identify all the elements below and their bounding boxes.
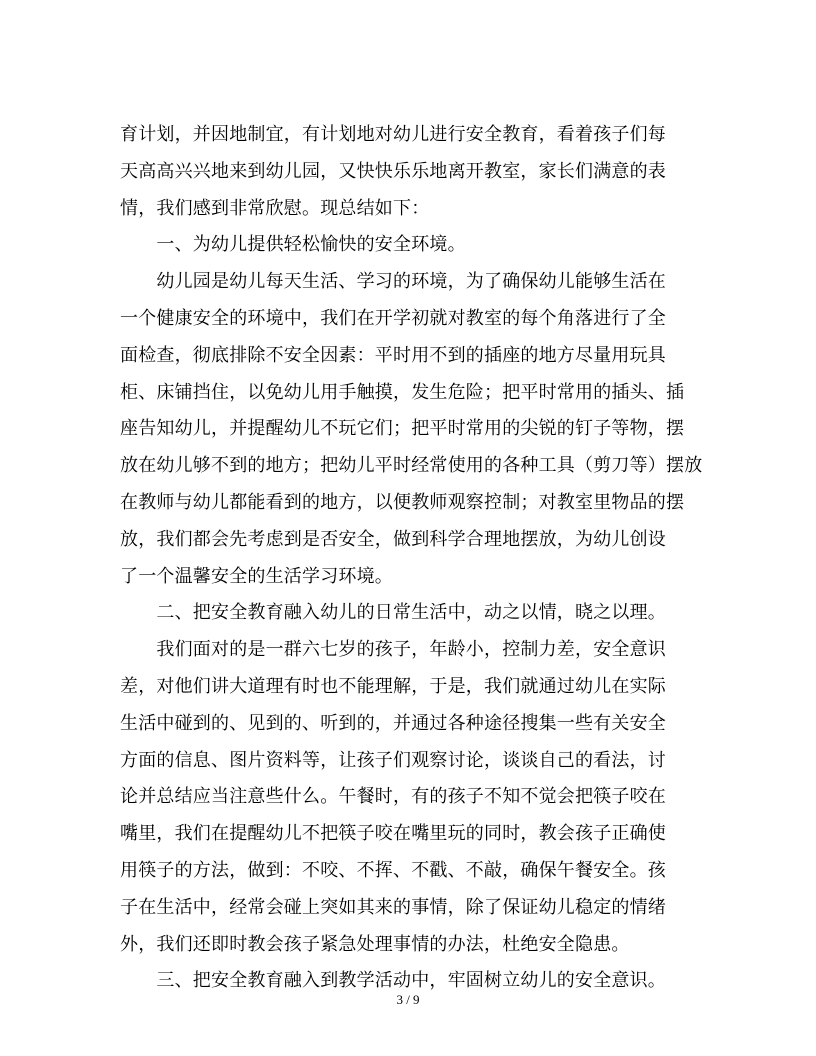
text-line: 差，对他们讲大道理有时也不能理解，于是，我们就通过幼儿在实际 [120, 675, 666, 697]
text-line: 座告知幼儿，并提醒幼儿不玩它们；把平时常用的尖锐的钉子等物，摆 [120, 418, 685, 440]
text-line: 子在生活中，经常会碰上突如其来的事情，除了保证幼儿稳定的情绪 [120, 896, 666, 918]
text-line: 幼儿园是幼儿每天生活、学习的环境，为了确保幼儿能够生活在 [120, 271, 666, 293]
section-heading-3: 三、把安全教育融入到教学活动中，牢固树立幼儿的安全意识。 [120, 970, 666, 992]
text-line: 外，我们还即时教会孩子紧急处理事情的办法，杜绝安全隐患。 [120, 933, 630, 955]
text-line: 我们面对的是一群六七岁的孩子，年龄小，控制力差，安全意识 [120, 639, 666, 661]
body-text [120, 117, 703, 1000]
text-line: 在教师与幼儿都能看到的地方，以便教师观察控制；对教室里物品的摆 [120, 491, 685, 513]
text-line: 用筷子的方法，做到：不咬、不挥、不戳、不敲，确保午餐安全。孩 [120, 859, 666, 881]
text-line: 育计划，并因地制宜，有计划地对幼儿进行安全教育，看着孩子们每 [120, 124, 666, 145]
text-line: 面检查，彻底排除不安全因素：平时用不到的插座的地方尽量用玩具 [120, 344, 666, 366]
page-number: 3 / 9 [396, 992, 420, 1007]
text-line: 放在幼儿够不到的地方；把幼儿平时经常使用的各种工具（剪刀等）摆放 [120, 455, 703, 477]
text-line: 生活中碰到的、见到的、听到的，并通过各种途径搜集一些有关安全 [120, 712, 666, 734]
text-line: 放，我们都会先考虑到是否安全，做到科学合理地摆放，为幼儿创设 [120, 528, 666, 550]
text-line: 论并总结应当注意些什么。午餐时，有的孩子不知不觉会把筷子咬在 [120, 786, 666, 808]
text-line: 嘴里，我们在提醒幼儿不把筷子咬在嘴里玩的同时，教会孩子正确使 [120, 823, 666, 845]
text-line: 情，我们感到非常欣慰。现总结如下： [120, 197, 430, 219]
text-line: 天高高兴兴地来到幼儿园，又快快乐乐地离开教室，家长们满意的表 [120, 160, 666, 182]
section-heading-2: 二、把安全教育融入幼儿的日常生活中，动之以情，晓之以理。 [120, 602, 666, 624]
text-line: 一个健康安全的环境中，我们在开学初就对教室的每个角落进行了全 [120, 307, 666, 329]
text-line: 了一个温馨安全的生活学习环境。 [120, 565, 393, 587]
text-line: 柜、床铺挡住，以免幼儿用手触摸，发生危险；把平时常用的插头、插 [120, 381, 685, 403]
text-line: 方面的信息、图片资料等，让孩子们观察讨论，谈谈自己的看法，讨 [120, 749, 666, 771]
section-heading-1: 一、为幼儿提供轻松愉快的安全环境。 [120, 234, 466, 256]
